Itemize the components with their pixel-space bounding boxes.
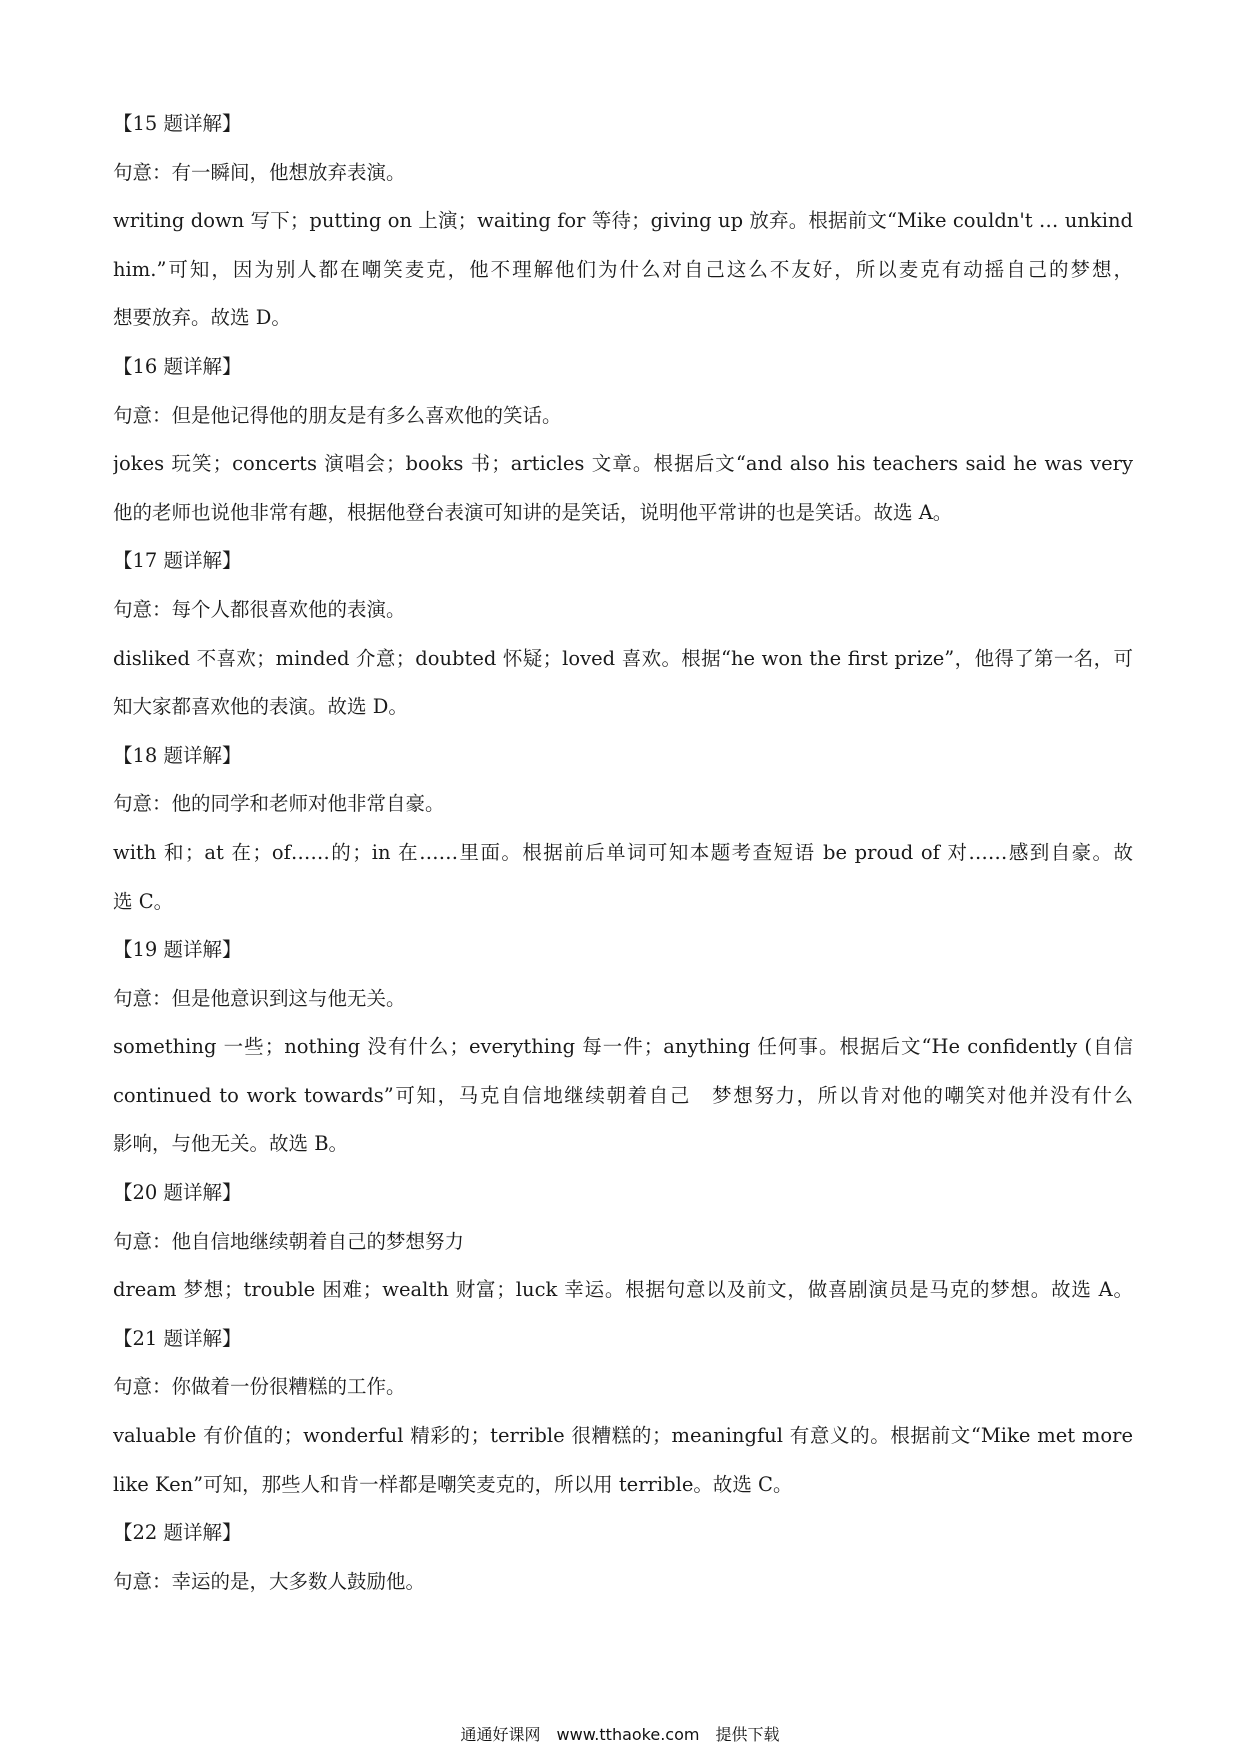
explanation-line: like Ken”可知，那些人和肯一样都是嘲笑麦克的，所以用 terrible。故选 C。	[113, 1472, 793, 1496]
explanation-line: disliked 不喜欢；minded 介意；doubted 怀疑；loved 喜欢。根据“he won the first prize”，他得了第一名，可	[113, 646, 1133, 670]
explanation-line: something 一些；nothing 没有什么；everything 每一件；anything 任何事。根据后文“He confidently (自信	[113, 1035, 1133, 1059]
section-heading-18: 【18 题详解】	[113, 743, 242, 767]
section-heading-15: 【15 题详解】	[113, 112, 242, 135]
section-heading-21: 【21 题详解】	[113, 1326, 242, 1350]
explanation-line: 知大家都喜欢他的表演。故选 D。	[113, 695, 408, 719]
sentence-meaning: 句意：有一瞬间，他想放弃表演。	[113, 160, 406, 184]
explanation-line: 想要放弃。故选 D。	[113, 306, 291, 330]
document-body	[113, 100, 1133, 1606]
explanation-line: 影响，与他无关。故选 B。	[113, 1132, 349, 1156]
explanation-line: 他的老师也说他非常有趣，根据他登台表演可知讲的是笑话，说明他平常讲的也是笑话。故选 A。	[113, 500, 953, 524]
explanation-line: valuable 有价值的；wonderful 精彩的；terrible 很糟糕的；meaningful 有意义的。根据前文“Mike met more	[113, 1424, 1133, 1448]
explanation-line: 选 C。	[113, 889, 174, 913]
sentence-meaning: 句意：每个人都很喜欢他的表演。	[113, 597, 406, 621]
sentence-meaning: 句意：但是他意识到这与他无关。	[113, 986, 406, 1010]
explanation-line: continued to work towards”可知，马克自信地继续朝着自己 梦想努力，所以肯对他的嘲笑对他并没有什么	[113, 1083, 1133, 1107]
sentence-meaning: 句意：他的同学和老师对他非常自豪。	[113, 792, 445, 816]
explanation-line: with 和；at 在；of……的；in 在……里面。根据前后单词可知本题考查短语 be proud of 对……感到自豪。故	[113, 840, 1133, 864]
section-heading-16: 【16 题详解】	[113, 354, 242, 378]
sentence-meaning: 句意：他自信地继续朝着自己的梦想努力	[113, 1229, 465, 1253]
sentence-meaning: 句意：但是他记得他的朋友是有多么喜欢他的笑话。	[113, 403, 562, 427]
section-heading-20: 【20 题详解】	[113, 1181, 242, 1205]
section-heading-22: 【22 题详解】	[113, 1521, 242, 1545]
explanation-line: dream 梦想；trouble 困难；wealth 财富；luck 幸运。根据句意以及前文，做喜剧演员是马克的梦想。故选 A。	[113, 1278, 1133, 1302]
page-footer: 通通好课网 www.tthaoke.com 提供下载	[460, 1725, 780, 1744]
explanation-line: jokes 玩笑；concerts 演唱会；books 书；articles 文章。根据后文“and also his teachers said he was very	[113, 452, 1133, 476]
explanation-line: him.”可知，因为别人都在嘲笑麦克，他不理解他们为什么对自己这么不友好，所以麦克有动摇自己的梦想，	[113, 257, 1133, 281]
explanation-line: writing down 写下；putting on 上演；waiting for 等待；giving up 放弃。根据前文“Mike couldn't … unkind	[113, 209, 1133, 233]
section-heading-17: 【17 题详解】	[113, 549, 242, 573]
section-heading-19: 【19 题详解】	[113, 938, 242, 962]
sentence-meaning: 句意：幸运的是，大多数人鼓励他。	[113, 1569, 426, 1593]
sentence-meaning: 句意：你做着一份很糟糕的工作。	[113, 1375, 406, 1399]
